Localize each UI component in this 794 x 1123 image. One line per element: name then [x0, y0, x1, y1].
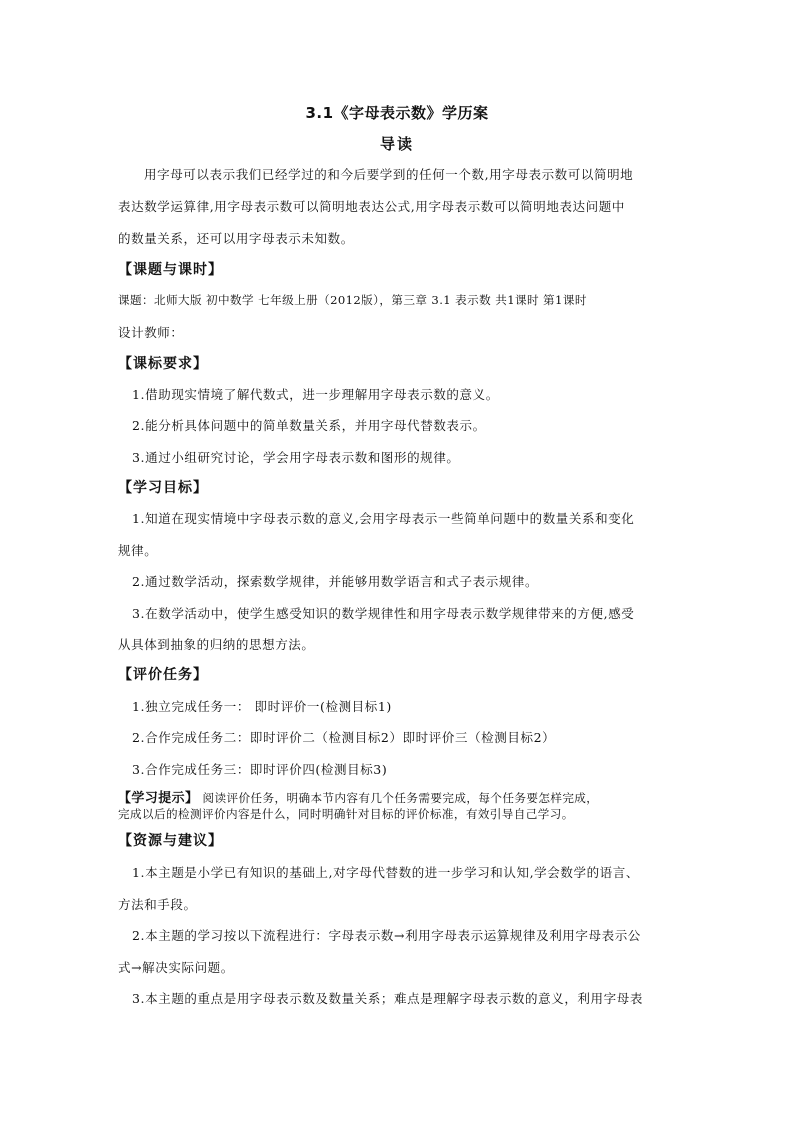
hints-line-2: 完成以后的检测评价内容是什么，同时明确针对目标的评价标准，有效引导自己学习。: [118, 807, 574, 821]
tasks-item-2: 2.合作完成任务二：即时评价二（检测目标2）即时评价三（检测目标2）: [132, 730, 556, 745]
resources-item-2a: 2.本主题的学习按以下流程进行：字母表示数→利用字母表示运算规律及利用字母表示公: [132, 928, 641, 943]
tasks-heading: 【评价任务】: [118, 667, 208, 683]
guide-line-3: 的数量关系，还可以用字母表示未知数。: [118, 231, 354, 246]
goals-item-3b: 从具体到抽象的归纳的思想方法。: [118, 637, 315, 652]
hints-heading: 【学习提示】: [118, 791, 199, 806]
standards-item-1: 1.借助现实情境了解代数式，进一步理解用字母表示数的意义。: [132, 387, 499, 402]
tasks-item-3: 3.合作完成任务三：即时评价四(检测目标3): [132, 762, 388, 777]
standards-item-3: 3.通过小组研究讨论，学会用字母表示数和图形的规律。: [132, 450, 460, 465]
guide-line-1: 用字母可以表示我们已经学过的和今后要学到的任何一个数,用字母表示数可以简明地: [144, 167, 634, 182]
standards-item-2: 2.能分析具体问题中的简单数量关系，并用字母代替数表示。: [132, 418, 486, 433]
resources-item-1a: 1.本主题是小学已有知识的基础上,对字母代替数的进一步学习和认知,学会数学的语言、: [132, 865, 639, 880]
goals-item-3a: 3.在数学活动中，使学生感受知识的数学规律性和用字母表示数学规律带来的方便,感受: [132, 606, 635, 621]
goals-item-1a: 1.知道在现实情境中字母表示数的意义,会用字母表示一些简单问题中的数量关系和变化: [132, 511, 635, 526]
guide-heading: 导读: [379, 135, 414, 153]
resources-item-2b: 式→解决实际问题。: [118, 960, 234, 975]
goals-item-1b: 规律。: [118, 543, 158, 558]
hints-line-1: [118, 787, 683, 806]
topic-line-1: 课题：北师大版 初中数学 七年级上册（2012版），第三章 3.1 表示数 共1课时 第1课时: [118, 293, 587, 307]
resources-heading: 【资源与建议】: [118, 833, 223, 849]
resources-item-3a: 3.本主题的重点是用字母表示数及数量关系；难点是理解字母表示数的意义，利用字母表: [132, 991, 643, 1006]
standards-heading: 【课标要求】: [118, 356, 208, 372]
topic-designer: 设计教师：: [118, 325, 184, 340]
tasks-item-1: 1.独立完成任务一： 即时评价一(检测目标1): [132, 699, 392, 714]
goals-item-2: 2.通过数学活动，探索数学规律，并能够用数学语言和式子表示规律。: [132, 574, 539, 589]
hints-text-1: 阅读评价任务，明确本节内容有几个任务需要完成，每个任务要怎样完成，: [202, 791, 599, 805]
goals-heading: 【学习目标】: [118, 480, 208, 496]
document-title: 3.1《字母表示数》学历案: [305, 104, 489, 122]
topic-heading: 【课题与课时】: [118, 262, 223, 278]
resources-item-1b: 方法和手段。: [118, 897, 197, 912]
guide-line-2: 表达数学运算律,用字母表示数可以简明地表达公式,用字母表示数可以简明地表达问题中: [118, 199, 625, 214]
